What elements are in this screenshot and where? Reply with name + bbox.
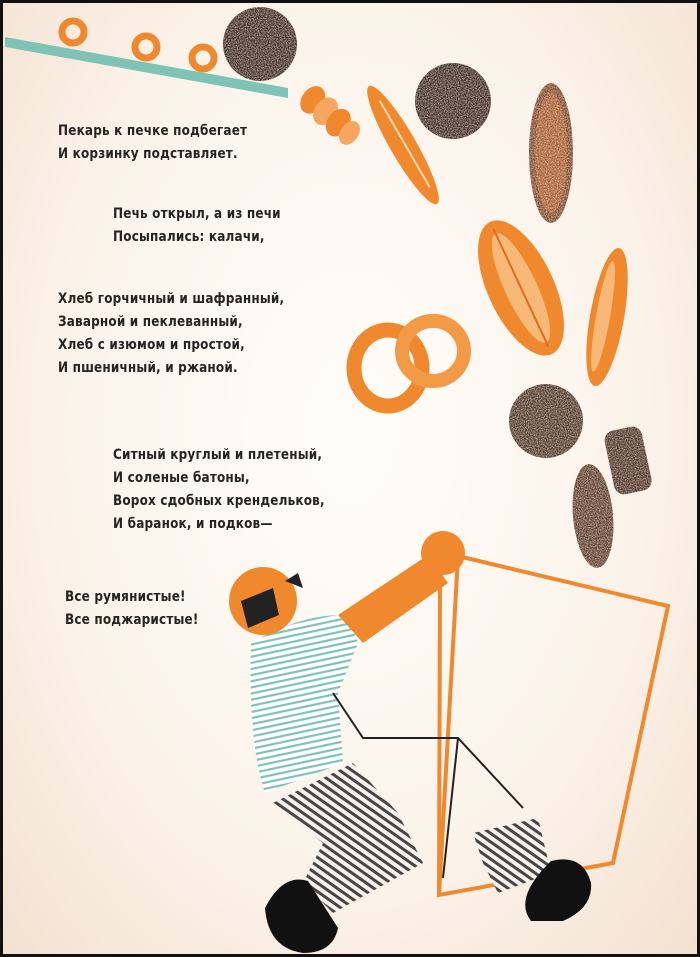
poem-line: Заварной и пеклеванный,: [58, 314, 243, 330]
poem-line: И баранок, и подков—: [113, 516, 273, 532]
poem-line: И пшеничный, и ржаной.: [58, 360, 238, 376]
long-dark-loaf-icon: [529, 83, 573, 223]
poem-line: Печь открыл, а из печи: [113, 206, 281, 222]
poem-line: И соленые батоны,: [113, 470, 250, 486]
baker-figure: [229, 531, 591, 953]
oval-loaf-icon: [460, 208, 582, 368]
small-rye-loaf-icon: [569, 425, 654, 570]
poem-line: Хлеб горчичный и шафранный,: [58, 291, 285, 307]
braided-loaf-icon: [293, 81, 369, 148]
poem-line: Посыпались: калачи,: [113, 229, 265, 245]
basket-frame: [439, 556, 668, 895]
pretzel-icon: [354, 321, 464, 406]
poem-line: Все румянистые!: [65, 589, 186, 605]
stanza-4: [113, 444, 359, 536]
poem-line: Ворох сдобных крендельков,: [113, 493, 325, 509]
poem-line: Пекарь к печке подбегает: [58, 123, 248, 139]
stanza-3: [58, 288, 321, 380]
poem-line: Все поджаристые!: [65, 612, 199, 628]
stanza-5: [65, 586, 220, 632]
poem-line: Ситный круглый и плетеный,: [113, 447, 323, 463]
poem-line: Хлеб с изюмом и простой,: [58, 337, 245, 353]
poem-line: И корзинку подставляет.: [58, 146, 238, 162]
stanza-1: [58, 120, 278, 166]
stanza-2: [113, 203, 308, 249]
long-loaf-icon: [578, 245, 636, 389]
